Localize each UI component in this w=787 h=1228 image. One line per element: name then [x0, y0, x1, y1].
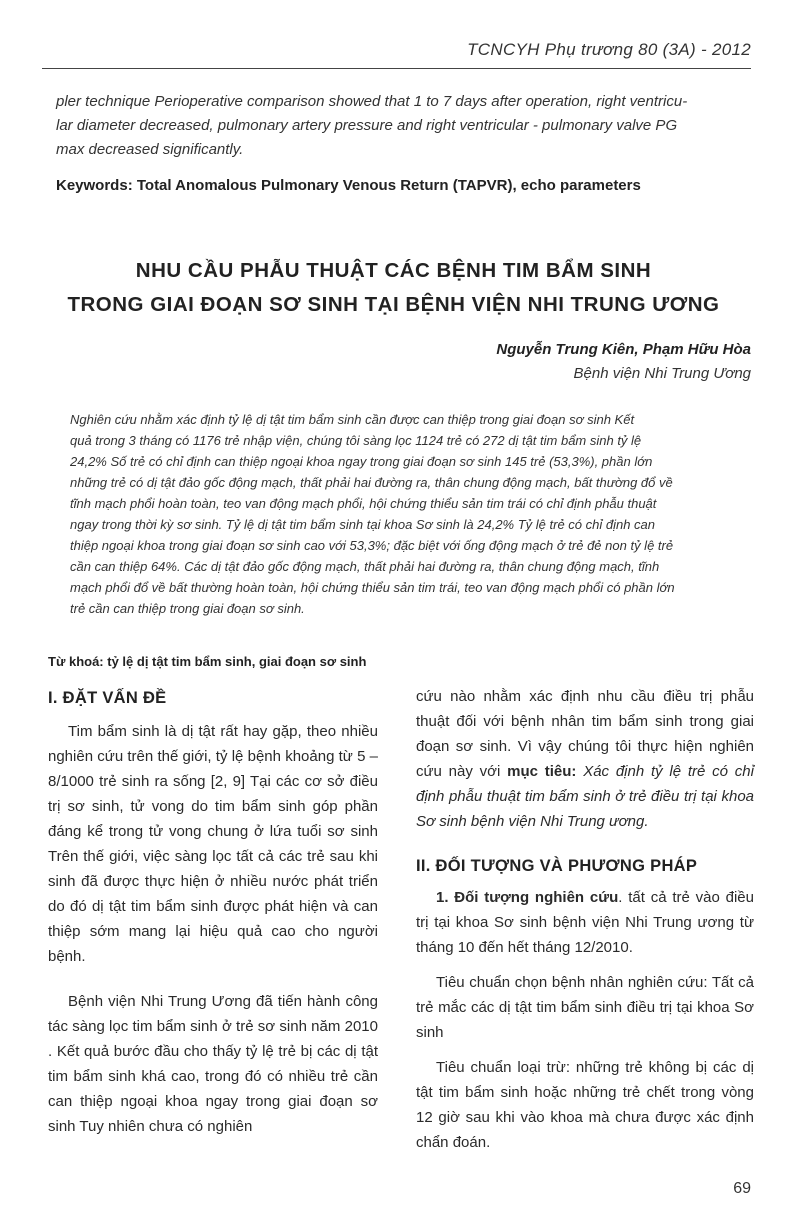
objective-label: mục tiêu:: [507, 763, 577, 780]
article-title-line2: TRONG GIAI ĐOẠN SƠ SINH TẠI BỆNH VIỆN NHI TRUNG ƯƠNG: [67, 293, 720, 316]
header-rule: [42, 68, 751, 69]
subjects-label: 1. Đối tượng nghiên cứu: [436, 889, 619, 906]
vietnamese-abstract-line: trẻ cần can thiệp trong giai đoạn sơ sinh.: [70, 601, 305, 616]
vietnamese-abstract-line: 24,2% Số trẻ có chỉ định can thiệp ngoại khoa ngay trong giai đoạn sơ sinh 145 trẻ (53,3%), phần lớn: [70, 454, 653, 469]
inclusion-criteria-paragraph: Tiêu chuẩn chọn bệnh nhân nghiên cứu: Tất cả trẻ mắc các dị tật tim bẩm sinh điều trị tại khoa Sơ sinh: [416, 974, 754, 1041]
exclusion-criteria-paragraph: Tiêu chuẩn loại trừ: những trẻ không bị các dị tật tim bẩm sinh hoặc những trẻ chết trong vòng 12 giờ sau khi vào khoa mà chưa được xác định chẩn đoán.: [416, 1059, 754, 1151]
section-heading-methods: II. ĐỐI TƯỢNG VÀ PHƯƠNG PHÁP: [416, 857, 698, 875]
objective-text: Xác định tỷ lệ trẻ có chỉ định phẫu thuật tim bẩm sinh ở trẻ điều trị tại khoa Sơ sinh bệnh viện Nhi Trung ương.: [416, 763, 754, 830]
english-abstract-line: lar diameter decreased, pulmonary artery pressure and right ventricular - pulmonary valve PG: [56, 117, 678, 134]
vietnamese-abstract-line: thiệp ngoại khoa trong giai đoạn sơ sinh cao với 53,3%; đặc biệt với ống động mạch ở trẻ đẻ non tỷ lệ trẻ: [70, 538, 674, 553]
subjects-paragraph: [416, 885, 754, 960]
english-keywords: Keywords: Total Anomalous Pulmonary Venous Return (TAPVR), echo parameters: [56, 177, 641, 194]
vietnamese-abstract-line: tĩnh mạch phổi hoàn toàn, teo van động mạch phổi, hội chứng thiểu sản tim trái có chỉ định phẫu thuật: [70, 496, 657, 511]
english-abstract-tail: [56, 90, 756, 162]
intro-paragraph-2: Bệnh viện Nhi Trung Ương đã tiến hành công tác sàng lọc tim bẩm sinh ở trẻ sơ sinh năm 2010 . Kết quả bước đầu cho thấy tỷ lệ trẻ bị các dị tật tim bẩm sinh khá cao, trong đó có nhiều trẻ cần can thiệp ngoại khoa ngay trong giai đoạn sơ sinh Tuy nhiên chưa có nghiên: [48, 993, 378, 1135]
vietnamese-abstract-line: quả trong 3 tháng có 1176 trẻ nhập viện, chúng tôi sàng lọc 1124 trẻ có 272 dị tật tim bẩm sinh tỷ lệ: [70, 433, 642, 448]
left-column: [48, 686, 378, 1139]
page-number: 69: [733, 1180, 751, 1197]
section-heading-introduction: I. ĐẶT VẤN ĐỀ: [48, 689, 167, 707]
article-title-line1: NHU CẦU PHẪU THUẬT CÁC BỆNH TIM BẨM SINH: [135, 259, 652, 282]
intro-paragraph-1: Tim bẩm sinh là dị tật rất hay gặp, theo nhiều nghiên cứu trên thế giới, tỷ lệ bệnh khoảng từ 5 – 8/1000 trẻ sinh ra sống [2, 9] Tại các cơ sở điều trị sơ sinh, tử vong do tim bẩm sinh góp phần đáng kể trong tử vong chung ở lứa tuổi sơ sinh Trên thế giới, việc sàng lọc tất cả các trẻ sau khi sinh đã được thực hiện ở nhiều nước phát triển do đó dị tật tim bẩm sinh được phát hiện và can thiệp sớm mang lại hiệu quả cao cho người bệnh.: [48, 723, 378, 965]
vietnamese-abstract-line: cần can thiệp 64%. Các dị tật đảo gốc động mạch, thất phải hai đường ra, thân chung động mạch, tĩnh: [70, 559, 660, 574]
intro-continued-text: cứu nào nhằm xác định nhu cầu điều trị phẫu thuật đối với bệnh nhân tim bẩm sinh trong giai đoạn sơ sinh. Vì vậy chúng tôi thực hiện nghiên cứu này với: [416, 688, 754, 780]
english-abstract-line: max decreased significantly.: [56, 141, 244, 158]
journal-header: TCNCYH Phụ trương 80 (3A) - 2012: [467, 40, 751, 59]
vietnamese-abstract-line: mạch phổi đổ về bất thường hoàn toàn, hội chứng thiểu sản tim trái, teo van động mạch phổi có phần lớn: [70, 580, 675, 595]
intro-paragraph-continued: [416, 684, 754, 834]
vietnamese-keywords: Từ khoá: tỷ lệ dị tật tim bẩm sinh, giai đoạn sơ sinh: [48, 654, 367, 669]
article-authors: Nguyễn Trung Kiên, Phạm Hữu Hòa: [496, 341, 751, 358]
article-affiliation: Bệnh viện Nhi Trung Ương: [573, 365, 751, 382]
english-abstract-line: pler technique Perioperative comparison showed that 1 to 7 days after operation, right ventricu-: [56, 93, 688, 110]
article-title: [0, 254, 787, 322]
subjects-text: . tất cả trẻ vào điều trị tại khoa Sơ sinh bệnh viện Nhi Trung ương từ tháng 10 đến hết tháng 12/2010.: [416, 889, 754, 956]
vietnamese-abstract-line: ngay trong thời kỳ sơ sinh. Tỷ lệ dị tật tim bẩm sinh tại khoa Sơ sinh là 24,2% Tỷ lệ trẻ có chỉ định can: [70, 517, 656, 532]
vietnamese-abstract-line: những trẻ có dị tật đảo gốc động mạch, thất phải hai đường ra, thân chung động mạch, bất thường đổ về: [70, 475, 673, 490]
vietnamese-abstract: [70, 409, 750, 619]
vietnamese-abstract-line: Nghiên cứu nhằm xác định tỷ lệ dị tật tim bẩm sinh cần được can thiệp trong giai đoạn sơ sinh Kết: [70, 412, 635, 427]
right-column: [416, 684, 754, 1155]
